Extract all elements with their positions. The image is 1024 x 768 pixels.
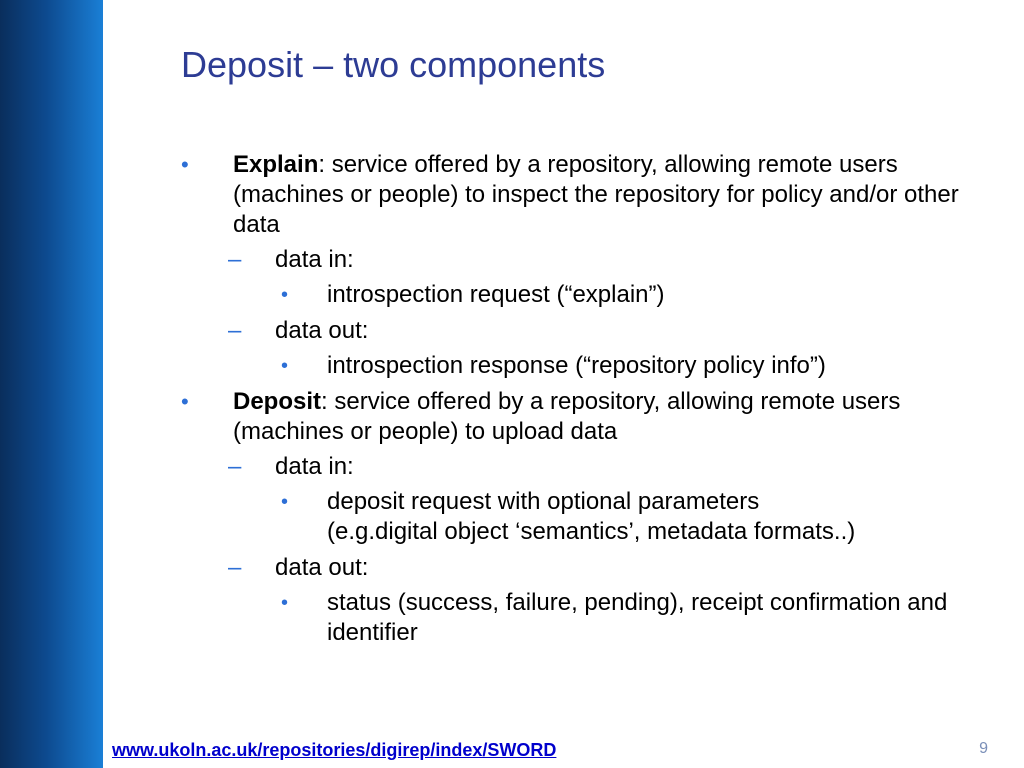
- bullet-deposit: [181, 387, 981, 447]
- dash-icon: –: [228, 554, 242, 581]
- deposit-description: : service offered by a repository, allowing remote users (machines or people) to upload data: [233, 388, 901, 445]
- deposit-data-in: [181, 452, 981, 482]
- dash-icon: –: [228, 453, 242, 480]
- introspection-request-text: introspection request (“explain”): [327, 281, 665, 308]
- bullet-dot-icon: •: [181, 152, 189, 177]
- deposit-data-out-item: [181, 588, 981, 648]
- bullet-dot-icon: •: [281, 284, 289, 306]
- deposit-request-line2: (e.g.digital object ‘semantics’, metadata formats..): [327, 518, 856, 545]
- bullet-dot-icon: •: [281, 355, 289, 377]
- deposit-request-line1: deposit request with optional parameters: [327, 488, 760, 515]
- explain-description: : service offered by a repository, allowing remote users (machines or people) to inspect the repository for policy and/or other data: [233, 151, 959, 238]
- bullet-dot-icon: •: [281, 592, 289, 614]
- bullet-explain: [181, 150, 981, 240]
- data-in-label: data in:: [275, 246, 354, 273]
- slide-title: Deposit – two components: [181, 44, 606, 85]
- explain-data-in-item: [181, 280, 981, 310]
- explain-data-out-item: [181, 351, 981, 381]
- slide-content: [181, 150, 981, 654]
- deposit-data-in-item: [181, 487, 981, 547]
- term-deposit: Deposit: [233, 388, 322, 415]
- data-out-label: data out:: [275, 554, 369, 581]
- dash-icon: –: [228, 317, 242, 344]
- data-out-label: data out:: [275, 317, 369, 344]
- explain-data-in: [181, 245, 981, 275]
- term-explain: Explain: [233, 151, 319, 178]
- status-text: status (success, failure, pending), receipt confirmation and identifier: [327, 589, 948, 646]
- footer-url-link[interactable]: www.ukoln.ac.uk/repositories/digirep/index/SWORD: [112, 740, 557, 760]
- explain-data-out: [181, 316, 981, 346]
- page-number: 9: [979, 740, 988, 757]
- side-gradient-band: [0, 0, 103, 768]
- deposit-data-out: [181, 553, 981, 583]
- bullet-dot-icon: •: [181, 389, 189, 414]
- bullet-dot-icon: •: [281, 491, 289, 513]
- data-in-label: data in:: [275, 453, 354, 480]
- dash-icon: –: [228, 246, 242, 273]
- introspection-response-text: introspection response (“repository policy info”): [327, 352, 826, 379]
